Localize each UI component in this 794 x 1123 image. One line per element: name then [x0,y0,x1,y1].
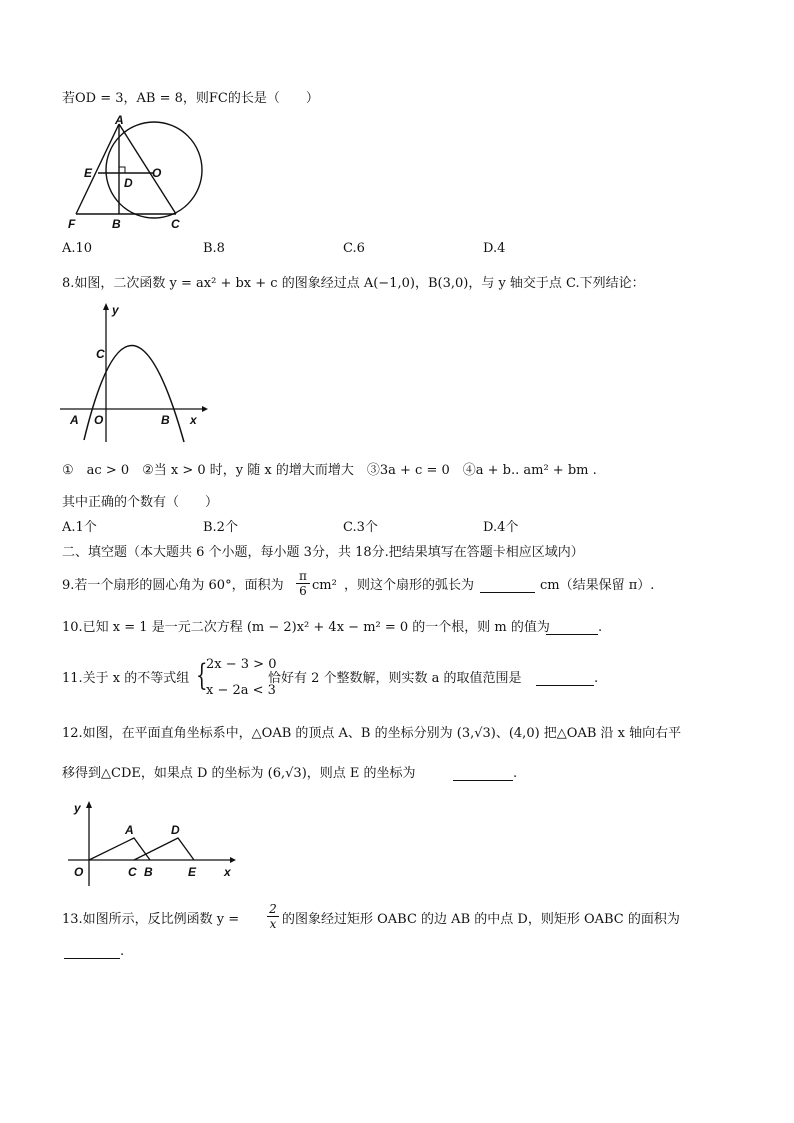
q7-stem: 若OD = 3，AB = 8，则FC的长是（ ） [62,91,319,106]
q7-label-e: E [84,166,93,180]
q8-label-c: C [96,347,105,361]
q12-line1: 12.如图，在平面直角坐标系中，△OAB 的顶点 A、B 的坐标分别为 (3,√3)、(4,0) 把△OAB 沿 x 轴向右平 [62,726,682,741]
q9-frac-num: π [299,569,307,583]
q13-text-tail: . [120,944,125,959]
q12-answer-blank[interactable] [453,780,513,781]
q7-label-b: B [112,217,121,231]
q11-text-tail: . [594,671,599,686]
q13-text-post: 的图象经过矩形 OABC 的边 AB 的中点 D，则矩形 OABC 的面积为 [282,912,680,927]
q8-stem: 8.如图，二次函数 y = ax² + bx + c 的图象经过点 A(−1,0)，B(3,0)，与 y 轴交于点 C.下列结论： [62,276,645,291]
q12-label-a: A [125,823,134,837]
q11-ineq1: 2x − 3 > 0 [206,657,277,672]
q12-label-b: B [144,865,153,879]
q11-text-post: 恰好有 2 个整数解，则实数 a 的取值范围是 [268,671,522,686]
q8-question: 其中正确的个数有（ ） [62,495,219,510]
q8-label-y: y [112,303,119,317]
q9-frac-den: 6 [299,584,307,598]
q13-frac-den: x [269,917,277,931]
q7-figure [64,114,206,234]
q13-fraction [267,902,279,931]
q10-text-tail: . [598,620,603,635]
q12-text-tail: . [513,766,518,781]
q8-label-x: x [190,413,197,427]
q7-label-o: O [152,166,162,180]
q9-fraction [296,569,310,598]
q8-option-c: C.3个 [343,520,378,535]
q7-label-f: F [68,217,76,231]
q7-option-c: C.6 [343,241,365,256]
q8-option-a: A.1个 [62,520,97,535]
q8-label-o: O [94,413,104,427]
q7-label-c: C [171,217,180,231]
q10-answer-blank[interactable] [546,634,598,635]
q12-label-o: O [74,865,84,879]
q7-option-b: B.8 [203,241,225,256]
q11-text-pre: 11.关于 x 的不等式组 [62,671,190,686]
q13-answer-blank[interactable] [64,958,120,959]
q8-option-b: B.2个 [203,520,238,535]
q11-ineq2: x − 2a < 3 [206,683,276,698]
q12-label-x: x [224,865,231,879]
q9-text-pre: 9.若一个扇形的圆心角为 60°，面积为 [62,578,284,593]
q9-text-tail: cm（结果保留 π）. [540,578,655,593]
q8-figure [60,300,210,445]
q9-unit: cm² [312,578,337,593]
q10-text: 10.已知 x = 1 是一元二次方程 (m − 2)x² + 4x − m² = 0 的一个根，则 m 的值为 [62,620,550,635]
q8-option-d: D.4个 [483,520,519,535]
q11-brace: { [196,658,208,693]
q12-label-y: y [74,801,81,815]
q8-label-a: A [70,413,79,427]
q12-figure [64,796,240,891]
q7-label-a: A [115,114,124,127]
q8-label-b: B [161,413,170,427]
q8-conclusions: ① ac > 0 ②当 x > 0 时，y 随 x 的增大而增大 ③3a + c = 0 ④a + b.. am² + bm . [62,463,597,478]
q12-label-e: E [188,865,197,879]
q11-answer-blank[interactable] [536,685,594,686]
section-title-fill-in: 二、填空题（本大题共 6 个小题，每小题 3分，共 18分.把结果填写在答题卡相应区域内） [62,545,584,560]
q9-text-post: ，则这个扇形的弧长为 [344,578,475,593]
q12-line2: 移得到△CDE，如果点 D 的坐标为 (6,√3)，则点 E 的坐标为 [62,766,416,781]
q7-label-d: D [124,176,133,190]
q13-text-pre: 13.如图所示，反比例函数 y = [62,912,240,927]
q7-option-a: A.10 [62,241,93,256]
q7-option-d: D.4 [483,241,506,256]
q12-label-d: D [171,823,180,837]
q13-frac-num: 2 [269,902,277,916]
q9-answer-blank[interactable] [480,592,535,593]
q12-label-c: C [128,865,137,879]
